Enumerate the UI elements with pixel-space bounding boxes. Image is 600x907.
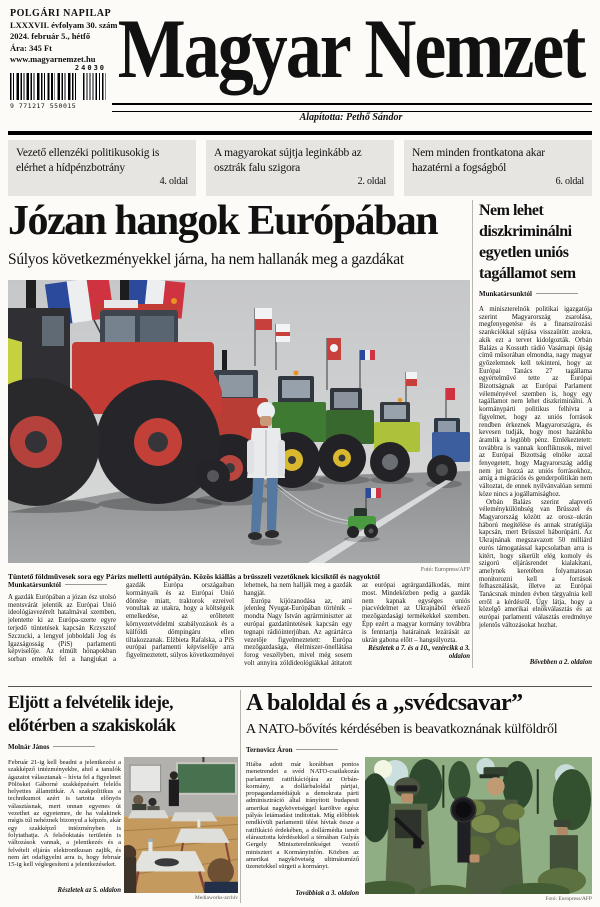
right-paragraph-2: Orbán Balázs szerint alapvető véleménykülönbség van Brüsszel és Magyarország között az orosz–ukrán háború megítélése és annak stratégiája kapcsán, mert Brüsszel háborúpárti. Az Ukrajnának megszavazott 50 milliárd eurós támogatással kapcsolatban arra is kitért, hogy sikerült elég komoly és szigorú eljárásrendet kialakítani, amelynek keretében folyamatosan monitorozni kell a források felhasználását, illetve az Európai Tanácsnak minden évben tárgyalnia kell erről a kérdésről. Úgy látja, hogy a közelgő amerikai elnökválasztás és az európai parlamenti választás eredménye jelentős változásokat hozhat.	[479, 498, 592, 629]
school-photo-credit: Mediaworks-archív	[194, 895, 238, 901]
barcode-addon-bars-icon	[83, 73, 108, 100]
nato-continuation-ref: Továbbiak a 3. oldalon	[291, 890, 359, 897]
whiteboard	[130, 765, 161, 792]
issn-barcode	[10, 64, 108, 112]
byline-rule	[65, 584, 107, 585]
right-story-byline: Munkatársunktól	[479, 290, 593, 298]
barcode-number: 9 771217 550015	[10, 102, 77, 110]
chalkboard	[177, 763, 236, 794]
lead-body-columns	[8, 582, 470, 684]
nato-story-body: Hiába adott már korábban pontos menetrendet a svéd NATO-csatlakozás parlamenti ratifikációjára az Orbán-kormány, a dollárbaloldal pártjai, propagandamédiájuk a demokrata párti adminisztráció által irányított budapesti amerikai nagykövetséggel karöltve egész pályás letámadást indítottak. Míg előbbiek rendkívüli parlamenti ülést hívtak össze a ratifikáció érdekében, a dollármédia ismét elárasztotta kérdésekkel a témában Gulyás Gergely Miniszterelnökséget vezető minisztert a Kormányinfón. Közben az amerikai nagykövetség ultimátumízű üzenetekkel sürgeti a kormányt. Továbbiak a 3. oldalon	[246, 761, 359, 897]
nato-photo-credit: Fotó: Europress/AFP	[545, 896, 592, 902]
header-rule	[8, 131, 592, 135]
teacher-figure	[169, 771, 179, 806]
lead-photo-tractor-protest	[8, 280, 470, 563]
lead-byline: Munkatársunktól	[8, 582, 116, 590]
founder-line: Alapította: Pethő Sándor	[299, 112, 403, 123]
teaser-page-ref: 6. oldal	[555, 176, 584, 187]
price: Ára: 345 Ft	[10, 42, 53, 53]
lead-headline: Józan hangok Európában	[8, 198, 438, 244]
lead-paragraph-2: Európa kijózanodása az, ami jelenleg Nyugat-Európában történik – mondta Nagy István agrárminiszter az európai gazdatüntetések kapcsán egy tegnapi rádióinterjúban. Az agrártárca vezetője figyelmeztetett: Európa mezőgazdasága, élelmiszer-önellátása forog veszélyben, mivel még sosem volt annyira zöldideológiákkal átitatott az európai agrárgazdálkodás, mint most. Mindeközben pedig a gazdák nem kapnak egységes uniós piacvédelmet az Ukrajnából érkező mezőgazdasági termékekkel szemben. Épp ezért a magyar kormány továbbra is fenntartja határainak lezárását az ukrán gabona előtt – hangsúlyozta.	[244, 582, 470, 667]
issue-date: 2024. február 5., hétfő	[10, 31, 91, 41]
barcode-bars-icon	[10, 73, 76, 100]
school-story-body: Február 21-ig kell beadni a jelentkezést a szakképző intézményekbe, ahol a tanulók ágazatot választanak – hívta fel a figyelmet Pölöskei Gáborné szakképzésért felelős helyettes államtitkár. A szakpolitikus a technikumot azért is tartotta előnyös választásnak, mert onnan egyenes út vezethet az egyetemre, de ha valakinek mégis túl nehéznek bizonyul a képzés, akár egy szakképző intézményben is folytathatja. A felsőoktatás területén is változások vannak, a jelentkezés és a felvételi eljárás elektronikusan zajlik, és nem árt odafigyelni arra is, hogy február 15-ig kell véglegesíteni a jelentkezéseket. Részletek az 5. oldalon	[8, 759, 121, 894]
teaser-page-ref: 4. oldal	[159, 176, 188, 187]
publication-type: POLGÁRI NAPILAP	[10, 8, 112, 19]
foreground-student-left	[124, 845, 136, 893]
bottom-column-divider	[240, 690, 241, 903]
section-divider-rule	[8, 686, 592, 687]
lead-paragraph-1: A gazdák Európában a józan ész utolsó mentsvárát jelentik az Európai Unió ideológiavezérelt hatalmával szemben, jelentette ki az Európa-szerte egyre terjedő tüntetések kapcsán Krzysztof Szczucki, a lengyel jobboldali Jog és Igazságosság (PiS) parlamenti képviselője. Az elmúlt hónapokban sorban emelték fel a hangjukat a gazdák Európa országaiban kormányaik és az Európai Unió döntése miatt, traktorok ezreivel vonultak az utakra, hogy a költségeik emelkedése, az erőltetett környezetvédelmi szabályozások és a külföldi dömpingáru ellen tiltakozzanak. Elżbieta Rafalska, a PiS európai parlamenti képviselője arra figyelmeztetett, súlyos következményei lehetnek, ha nem hallják meg a gazdák hangját.	[8, 582, 352, 664]
lead-continuation-ref: Részletek a 7. és a 10., vezércikk a 3. oldalon	[368, 645, 470, 661]
teaser-text: Nem minden frontkatona akar hazatérni a fogságból	[412, 147, 545, 174]
byline-rule	[53, 746, 95, 747]
teaser-front-soldier	[404, 140, 592, 196]
teaser-text: Vezető ellenzéki politikusokig is elérhet a hídpénzbotrány	[16, 147, 160, 174]
masthead-double-rule	[112, 103, 592, 112]
school-story-headline: Eljött a felvételik ideje, előtérben a szakiskolák	[8, 692, 176, 735]
school-photo-classroom	[124, 757, 238, 893]
teaser-bridge-scandal	[8, 140, 196, 196]
right-story-body	[479, 306, 592, 656]
desk-back	[128, 810, 169, 818]
teaser-austrian-village	[206, 140, 394, 196]
wall-cross	[202, 757, 204, 762]
right-story-headline: Nem lehet diszkriminálni egyetlen uniós tagállamot sem	[479, 202, 576, 282]
column-divider	[472, 200, 473, 668]
desk-back-2	[171, 812, 218, 821]
lead-photo-credit: Fotó: Europress/AFP	[420, 567, 470, 573]
teaser-page-ref: 2. oldal	[357, 176, 386, 187]
right-paragraph-1: A miniszterelnök politikai igazgatója szerint Magyarország zsarolása, megfenyegetése és a finanszírozási szankciókkal sújtása visszaütött azokra, akik ezt a tervet kidolgozták. Orbán Balázs a Kossuth rádió Vasárnapi újság című műsorában elmondta, nagy magyar győzelemnek kell tekinteni, hogy az Európai Tanács 27 tagállama egyértelművé tette az Európai Bizottságnak az Európai Parlament véleményével szemben is, hogy egy tagállamot nem lehet diszkriminálni. A kormánypárti politikus felhívta a figyelmet, hogy az uniós források rendben érkeznek Magyarországra, és kevesen tudják, hogy most hazánkba áramlik a legtöbb pénz. Emlékeztetett: továbbra is vannak konfliktusok, mivel az Európai Bizottság elnöke azzal fenyegetett, hogy Magyarország addig nem jut hozzá az uniós forrásokhoz, amíg a migrációs és genderpolitikán nem változtat, de ennek nyilvánvalóan semmi köze nincs a jogállamisághoz.	[479, 306, 592, 498]
right-continuation-ref: Bővebben a 2. oldalon	[529, 659, 592, 666]
byline-rule	[296, 749, 338, 750]
nato-story-byline: Ternovicz Áron	[246, 746, 446, 754]
masthead-title: Magyar Nemzet	[117, 1, 585, 96]
issue-code: 24030	[74, 64, 106, 72]
teaser-text: A magyarokat sújtja leginkább az osztrák falu szigora	[214, 147, 362, 174]
lead-subhead: Súlyos következményekkel járna, ha nem hallanák meg a gazdákat	[8, 251, 404, 268]
school-story-byline: Molnár János	[8, 743, 238, 751]
nato-story-headline: A baloldal és a „svédcsavar”	[246, 690, 523, 716]
lead-caption: Tüntető földművesek sora egy Párizs melletti autópályán. Közös kiállás a brüsszeli vezetőknek kicsiktől és nagyoktól	[8, 572, 380, 581]
nato-story-subhead: A NATO-bővítés kérdésében is beavatkoznának külföldről	[246, 722, 558, 737]
nato-photo-soldiers	[365, 757, 592, 894]
volume-issue: LXXXVII. évfolyam 30. szám	[10, 19, 118, 30]
website: www.magyarnemzet.hu	[10, 54, 96, 64]
byline-rule	[536, 293, 578, 294]
school-continuation-ref: Részletek az 5. oldalon	[54, 887, 121, 894]
